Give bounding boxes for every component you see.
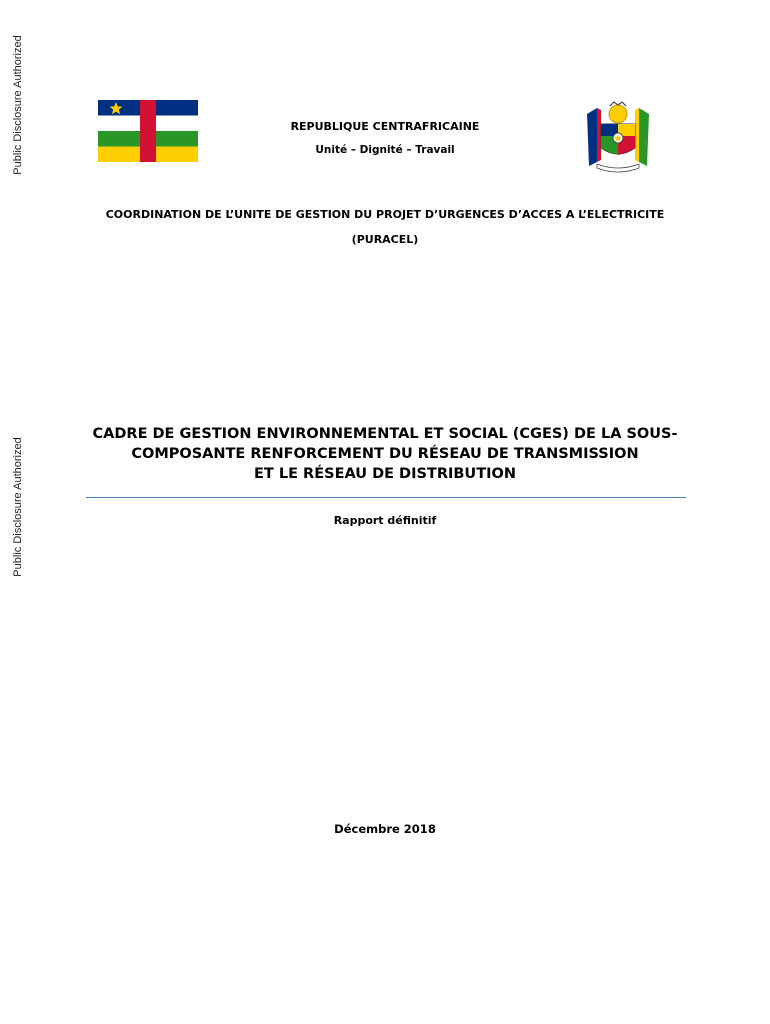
project-acronym: (PURACEL) (351, 233, 419, 246)
document-title (0, 424, 770, 484)
coat-of-arms-icon (583, 100, 653, 174)
watermark-middle-text: Public Disclosure Authorized (12, 437, 24, 577)
document-title-line-1: CADRE DE GESTION ENVIRONNEMENTAL ET SOCIAL (CGES) DE LA SOUS- (92, 426, 678, 442)
document-title-line-2: COMPOSANTE RENFORCEMENT DU RÉSEAU DE TRANSMISSION (131, 446, 639, 462)
national-motto: Unité – Dignité – Travail (315, 144, 455, 156)
coordination-unit: COORDINATION DE L’UNITE DE GESTION DU PROJET D’URGENCES D’ACCES A L’ELECTRICITE (105, 208, 665, 221)
document-date: Décembre 2018 (334, 822, 436, 836)
document-title-line-3: ET LE RÉSEAU DE DISTRIBUTION (254, 466, 516, 482)
title-divider (86, 497, 686, 498)
country-name: REPUBLIQUE CENTRAFRICAINE (290, 120, 480, 133)
watermark-top-text: Public Disclosure Authorized (12, 35, 24, 175)
report-type: Rapport définitif (333, 514, 437, 527)
